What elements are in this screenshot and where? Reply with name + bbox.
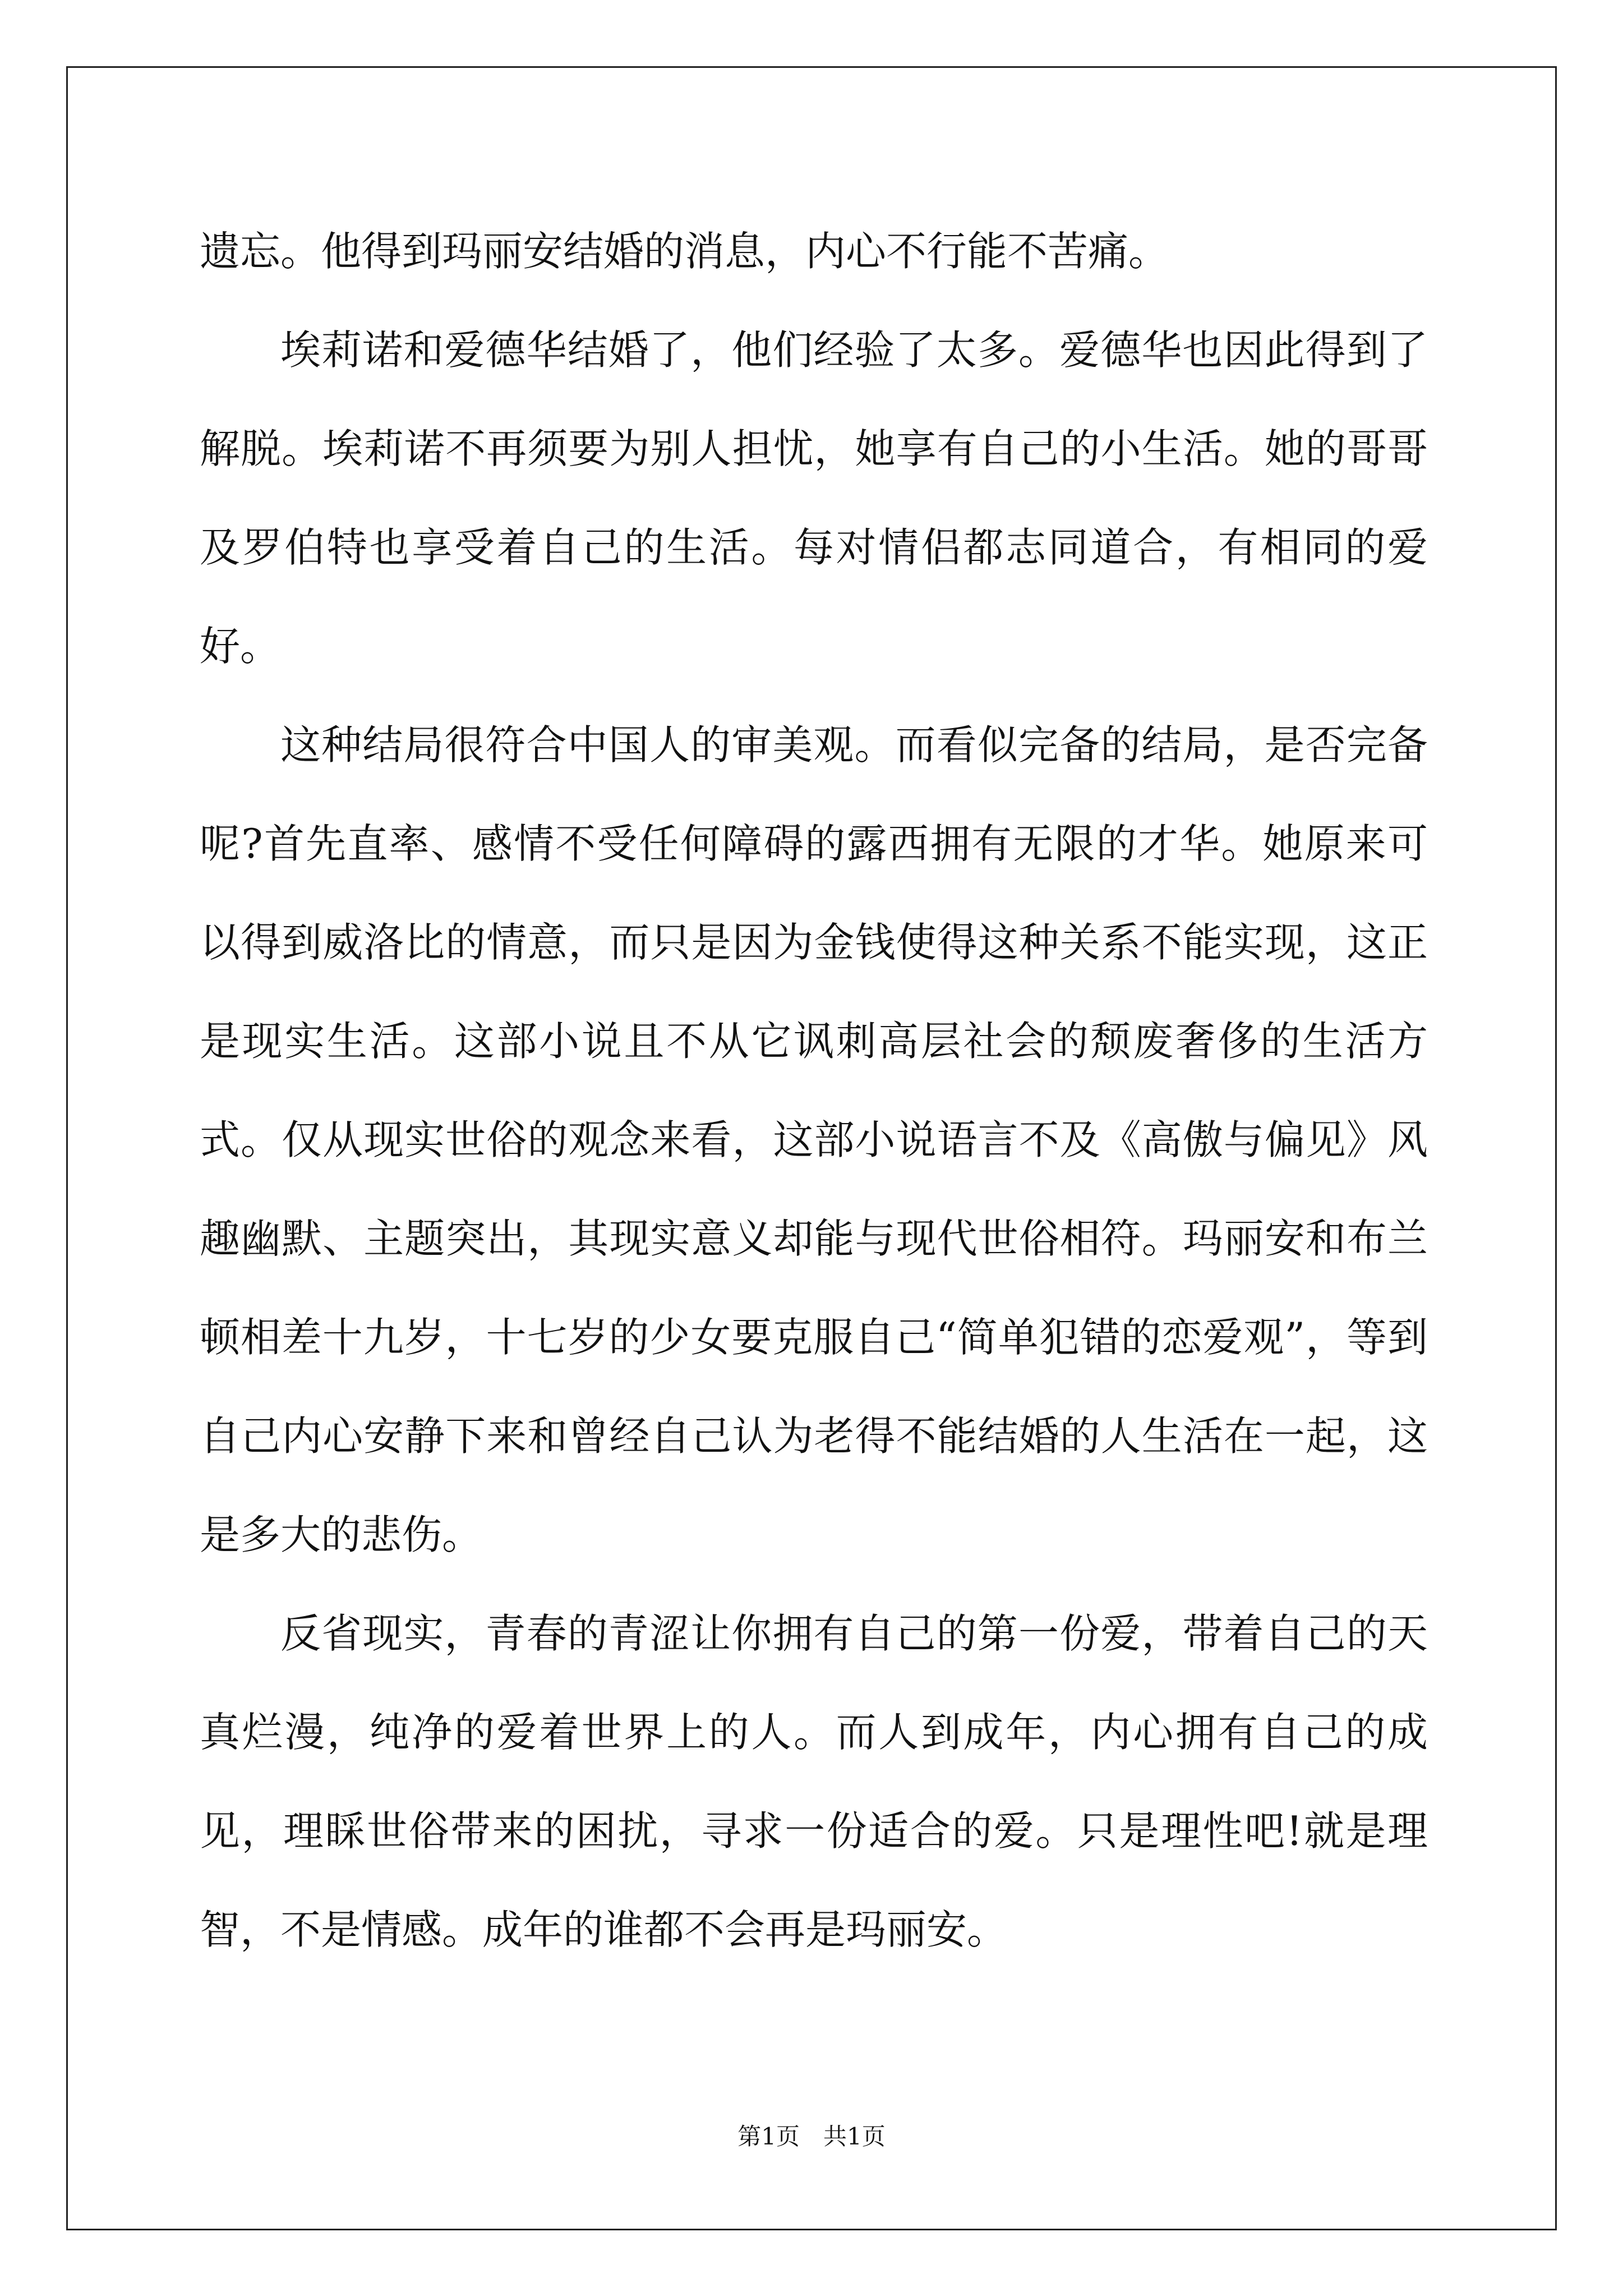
paragraph-3: 这种结局很符合中国人的审美观。而看似完备的结局，是否完备呢?首先直率、感情不受任何障碍的露西拥有无限的才华。她原来可以得到威洛比的情意，而只是因为金钱使得这种关系不能实现，这正是现实生活。这部小说且不从它讽刺高层社会的颓废奢侈的生活方式。仅从现实世俗的观念来看，这部小说语言不及《高傲与偏见》风趣幽默、主题突出，其现实意义却能与现代世俗相符。玛丽安和布兰顿相差十九岁，十七岁的少女要克服自己“简单犯错的恋爱观”，等到自己内心安静下来和曾经自己认为老得不能结婚的人生活在一起，这是多大的悲伤。: [200, 721, 1428, 1558]
page-number-footer: 第1页 共1页: [737, 2123, 886, 2150]
paragraph-4: 反省现实，青春的青涩让你拥有自己的第一份爱，带着自己的天真烂漫，纯净的爱着世界上的人。而人到成年，内心拥有自己的成见，理睬世俗带来的困扰，寻求一份适合的爱。只是理性吧!就是理智，不是情感。成年的谁都不会再是玛丽安。: [200, 1610, 1428, 1953]
paragraph-1: 遗忘。他得到玛丽安结婚的消息，内心不行能不苦痛。: [200, 228, 1169, 275]
document-body: [200, 202, 1428, 1979]
paragraph-2: 埃莉诺和爱德华结婚了，他们经验了太多。爱德华也因此得到了解脱。埃莉诺不再须要为别人担忧，她享有自己的小生活。她的哥哥及罗伯特也享受着自己的生活。每对情侣都志同道合，有相同的爱好。: [200, 326, 1428, 670]
